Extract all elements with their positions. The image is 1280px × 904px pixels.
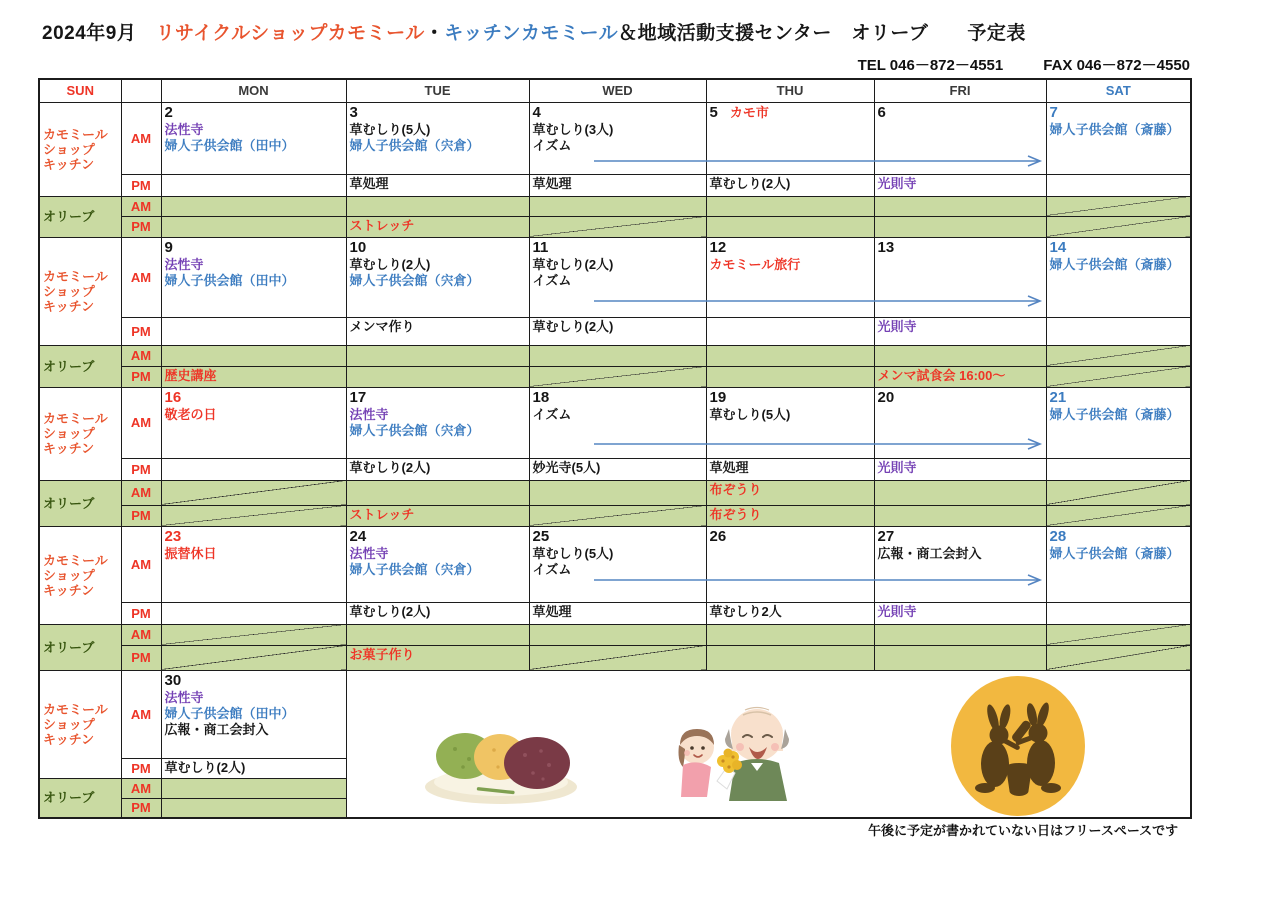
olive-pm-cell-w4-mon [161, 645, 346, 670]
event-label: 敬老の日 [164, 406, 217, 422]
weekday-header-mon: MON [161, 79, 346, 102]
day-number-row [533, 238, 703, 257]
olive-pm-cell-w3-thu [706, 505, 874, 526]
title-dot: ・ [424, 23, 445, 44]
day-number: 21 [1049, 388, 1067, 406]
week4-olive-am-row [39, 624, 1191, 645]
pm-label: PM [121, 317, 161, 345]
event-label: 婦人子供会館（田中） [164, 705, 295, 721]
olive-am-cell-w4-tue [346, 624, 529, 645]
weekday-header-sat: SAT [1046, 79, 1191, 102]
week3-olive-pm-row [39, 505, 1191, 526]
day-number-row [1050, 238, 1188, 257]
day-number: 5 [709, 103, 718, 121]
event-label: 婦人子供会館（宍倉） [349, 422, 480, 438]
am-label: AM [121, 670, 161, 758]
pm-cell-w3-thu [706, 458, 874, 480]
weekday-header-wed: WED [529, 79, 706, 102]
am-cell-w1-thu [706, 102, 874, 174]
day-number: 12 [709, 238, 727, 256]
am-cell-w4-wed [529, 526, 706, 602]
pm-cell-w4-mon [161, 602, 346, 624]
pm-cell-w3-tue [346, 458, 529, 480]
olive-pm-cell-w2-sat [1046, 366, 1191, 387]
pm-cell-w1-wed [529, 174, 706, 196]
pm-cell-w2-fri [874, 317, 1046, 345]
week4-pm-row [39, 602, 1191, 624]
camomile-shop-kitchen-label [39, 526, 121, 624]
event-label: 婦人子供会館（斎藤） [1049, 256, 1180, 272]
camomile-shop-kitchen-label [39, 387, 121, 480]
camomile-label-line: ショップ [43, 141, 95, 157]
event-label: 光則寺 [877, 318, 917, 334]
olive-pm-cell-w1-fri [874, 216, 1046, 237]
day-number: 7 [1049, 103, 1058, 121]
pm-cell-w3-sat [1046, 458, 1191, 480]
pm-label: PM [121, 174, 161, 196]
olive-am-cell-w1-fri [874, 196, 1046, 216]
event-label: 婦人子供会館（宍倉） [349, 561, 480, 577]
weekday-header-fri: FRI [874, 79, 1046, 102]
am-cell-w4-mon [161, 526, 346, 602]
day-number-row [165, 527, 343, 546]
week4-am-row [39, 526, 1191, 602]
day-number: 14 [1049, 238, 1067, 256]
olive-pm-cell-w2-thu [706, 366, 874, 387]
olive-pm-cell-w4-sat [1046, 645, 1191, 670]
pm-cell-w4-fri [874, 602, 1046, 624]
olive-am-cell-w3-thu [706, 480, 874, 505]
day-number: 25 [532, 527, 550, 545]
pm-cell-w3-wed [529, 458, 706, 480]
event-label: 婦人子供会館（宍倉） [349, 272, 480, 288]
day-number-row [878, 388, 1043, 407]
title-recycle-shop: リサイクルショップカモミール [155, 23, 425, 44]
event-label: カモミール旅行 [709, 256, 801, 272]
olive-pm-cell-w2-tue [346, 366, 529, 387]
week5-am-row [39, 670, 1191, 758]
full-moon-rabbits-mochi-illustration [947, 675, 1089, 817]
day-number-row [350, 388, 526, 407]
olive-am-cell-w4-fri [874, 624, 1046, 645]
event-label: 婦人子供会館（宍倉） [349, 137, 480, 153]
event-label: 草むしり(2人) [349, 459, 431, 475]
event-label: 布ぞうり [709, 506, 762, 522]
day-number-row [165, 103, 343, 122]
olive-am-cell-w4-mon [161, 624, 346, 645]
ohagi-plate-illustration [419, 701, 584, 807]
week2-pm-row [39, 317, 1191, 345]
pm-cell-w2-sat [1046, 317, 1191, 345]
olive-am-cell-w2-fri [874, 345, 1046, 366]
camomile-label-line: カモミール [43, 552, 108, 568]
week2-am-row [39, 237, 1191, 317]
am-cell-w2-mon [161, 237, 346, 317]
camomile-label-line: カモミール [43, 126, 108, 142]
camomile-shop-kitchen-label [39, 670, 121, 778]
am-cell-w1-mon [161, 102, 346, 174]
event-label: 婦人子供会館（斎藤） [1049, 545, 1180, 561]
olive-pm-cell-w2-fri [874, 366, 1046, 387]
olive-pm-cell-w3-sat [1046, 505, 1191, 526]
olive-am-cell-w1-thu [706, 196, 874, 216]
camomile-label-line: キッチン [43, 731, 95, 747]
day-number: 24 [349, 527, 367, 545]
am-cell-w1-wed [529, 102, 706, 174]
event-label: 法性寺 [164, 256, 204, 272]
week1-pm-row [39, 174, 1191, 196]
day-number-row [533, 388, 703, 407]
day-number-row [350, 238, 526, 257]
olive-pm-cell-w4-thu [706, 645, 874, 670]
am-label: AM [121, 196, 161, 216]
pm-label: PM [121, 216, 161, 237]
day-number-row [878, 103, 1043, 122]
event-label: 草むしり(2人) [532, 318, 614, 334]
olive-pm-cell-w4-tue [346, 645, 529, 670]
event-label: メンマ試食会 16:00～ [877, 367, 1006, 383]
fax-number: FAX 046－872－4550 [1043, 57, 1190, 74]
day-number: 10 [349, 238, 367, 256]
camomile-label-line: カモミール [43, 411, 108, 426]
olive-pm-cell-w1-thu [706, 216, 874, 237]
day-number: 4 [532, 103, 541, 121]
event-label: イズム [532, 137, 572, 153]
event-label: 草むしり2人 [709, 603, 782, 619]
illustration-area [346, 670, 1191, 818]
day-number-row [710, 103, 871, 122]
olive-pm-cell-w1-sat [1046, 216, 1191, 237]
day-number: 28 [1049, 527, 1067, 545]
pm-cell-w1-fri [874, 174, 1046, 196]
event-label: 草むしり(2人) [532, 256, 614, 272]
day-number: 17 [349, 388, 367, 406]
olive-label: オリーブ [39, 196, 121, 237]
week1-olive-pm-row [39, 216, 1191, 237]
pm-label: PM [121, 645, 161, 670]
pm-cell-w3-fri [874, 458, 1046, 480]
pm-cell-w2-thu [706, 317, 874, 345]
olive-am-cell-w4-wed [529, 624, 706, 645]
am-cell-w3-mon [161, 387, 346, 458]
week1-am-row [39, 102, 1191, 174]
event-label: 光則寺 [877, 459, 917, 475]
page-title [42, 18, 1026, 45]
event-label: 広報・商工会封入 [877, 545, 982, 561]
event-label: 歴史講座 [164, 367, 217, 383]
event-label: 婦人子供会館（斎藤） [1049, 406, 1180, 422]
am-label: AM [121, 778, 161, 798]
camomile-label-line: ショップ [43, 716, 95, 732]
pm-cell-w1-mon [161, 174, 346, 196]
olive-am-cell-w1-mon [161, 196, 346, 216]
olive-am-cell-w3-sat [1046, 480, 1191, 505]
camomile-label-line: カモミール [43, 268, 108, 284]
day-number: 2 [164, 103, 173, 121]
weekday-header-tue: TUE [346, 79, 529, 102]
olive-pm-cell-w2-mon [161, 366, 346, 387]
am-label: AM [121, 387, 161, 458]
am-cell-w3-fri [874, 387, 1046, 458]
olive-label: オリーブ [39, 778, 121, 818]
day-number-row [1050, 103, 1188, 122]
day-number-row [710, 388, 871, 407]
week4-olive-pm-row [39, 645, 1191, 670]
day-number: 23 [164, 527, 182, 545]
event-label: 草むしり(2人) [164, 759, 246, 775]
pm-cell-w4-thu [706, 602, 874, 624]
pm-cell-w1-tue [346, 174, 529, 196]
am-label: AM [121, 526, 161, 602]
event-label: 草むしり(2人) [349, 256, 431, 272]
am-cell-w2-thu [706, 237, 874, 317]
pm-label: PM [121, 366, 161, 387]
event-label: お菓子作り [349, 646, 415, 662]
day-number-row [710, 238, 871, 257]
am-label: AM [121, 624, 161, 645]
pm-label: PM [121, 458, 161, 480]
week3-olive-am-row [39, 480, 1191, 505]
olive-pm-cell-w3-wed [529, 505, 706, 526]
day-number: 20 [877, 388, 895, 406]
day-number-row [165, 388, 343, 407]
olive-am-cell-w2-tue [346, 345, 529, 366]
camomile-label-line: キッチン [43, 441, 95, 456]
olive-pm-cell-w3-fri [874, 505, 1046, 526]
camomile-label-line: ショップ [43, 283, 95, 299]
day-number-row [350, 527, 526, 546]
olive-am-cell-w4-sat [1046, 624, 1191, 645]
am-cell-w3-tue [346, 387, 529, 458]
camomile-label-line: キッチン [43, 156, 95, 172]
olive-pm-cell-w4-wed [529, 645, 706, 670]
camomile-label-line: キッチン [43, 298, 95, 314]
pm-cell-w4-wed [529, 602, 706, 624]
event-label: 広報・商工会封入 [164, 721, 269, 737]
pm-label: PM [121, 505, 161, 526]
olive-am-cell-w3-wed [529, 480, 706, 505]
am-cell-w2-sat [1046, 237, 1191, 317]
day-number-row [350, 103, 526, 122]
day-number-row [1050, 388, 1188, 407]
week2-olive-pm-row [39, 366, 1191, 387]
day-number: 19 [709, 388, 727, 406]
event-label: 法性寺 [164, 121, 204, 137]
olive-am-cell-w4-thu [706, 624, 874, 645]
olive-pm-cell-w3-mon [161, 505, 346, 526]
event-label: 婦人子供会館（斎藤） [1049, 121, 1180, 137]
event-label: 光則寺 [877, 175, 917, 191]
event-label: 妙光寺(5人) [532, 459, 601, 475]
am-cell-w3-wed [529, 387, 706, 458]
day-number: 26 [709, 527, 727, 545]
pm-cell-w2-tue [346, 317, 529, 345]
olive-label: オリーブ [39, 480, 121, 526]
day-number: 11 [532, 238, 549, 256]
day-number-row [878, 238, 1043, 257]
event-label: 草むしり(5人) [709, 406, 791, 422]
day-number: 27 [877, 527, 895, 545]
day-number-row [533, 103, 703, 122]
am-cell-w2-wed [529, 237, 706, 317]
day-number-row [710, 527, 871, 546]
camomile-label-line: キッチン [43, 582, 95, 598]
title-month: 2024年9月 [42, 23, 156, 44]
camomile-label-line: ショップ [43, 567, 95, 583]
olive-am-cell-w3-mon [161, 480, 346, 505]
footer-note: 午後に予定が書かれていない日はフリースペースです [868, 823, 1179, 838]
day-number: 9 [164, 238, 173, 256]
pm-cell-w4-tue [346, 602, 529, 624]
olive-am-cell-w2-sat [1046, 345, 1191, 366]
event-label: 法性寺 [349, 406, 389, 422]
event-label: イズム [532, 406, 572, 422]
camomile-shop-kitchen-label [39, 237, 121, 345]
day-number-row [1050, 527, 1188, 546]
am-cell-w4-sat [1046, 526, 1191, 602]
event-label: イズム [532, 561, 572, 577]
week3-am-row [39, 387, 1191, 458]
am-cell-w2-tue [346, 237, 529, 317]
olive-am-cell-w5-mon [161, 778, 346, 798]
olive-am-cell-w1-sat [1046, 196, 1191, 216]
event-label: 草むしり(2人) [709, 175, 791, 191]
week3-pm-row [39, 458, 1191, 480]
am-cell-w4-tue [346, 526, 529, 602]
camomile-shop-kitchen-label [39, 102, 121, 196]
event-label: 草処理 [349, 175, 389, 191]
olive-pm-cell-w3-tue [346, 505, 529, 526]
event-label: イズム [532, 272, 572, 288]
am-label: AM [121, 480, 161, 505]
olive-am-cell-w3-fri [874, 480, 1046, 505]
olive-pm-cell-w1-tue [346, 216, 529, 237]
title-center-suffix: ＆地域活動支援センター オリーブ 予定表 [618, 23, 1026, 44]
am-label: AM [121, 102, 161, 174]
am-cell-w5-mon [161, 670, 346, 758]
olive-am-cell-w1-wed [529, 196, 706, 216]
day-number: 13 [877, 238, 895, 256]
olive-am-cell-w2-wed [529, 345, 706, 366]
weekday-header-spacer [121, 79, 161, 102]
event-label: 振替休日 [164, 545, 217, 561]
am-cell-w3-thu [706, 387, 874, 458]
day-number: 30 [164, 671, 182, 689]
contact-line [858, 54, 1190, 75]
olive-pm-cell-w1-wed [529, 216, 706, 237]
olive-am-cell-w3-tue [346, 480, 529, 505]
event-label: メンマ作り [349, 318, 415, 334]
day-number-row [165, 671, 343, 690]
day-number-row [165, 238, 343, 257]
event-label: ストレッチ [349, 506, 415, 522]
weekday-header-row [39, 79, 1191, 102]
am-cell-w2-fri [874, 237, 1046, 317]
tel-number: TEL 046－872－4551 [857, 57, 1004, 74]
olive-am-cell-w2-mon [161, 345, 346, 366]
event-label: 草むしり(5人) [532, 545, 614, 561]
olive-am-cell-w2-thu [706, 345, 874, 366]
event-label: 草処理 [709, 459, 749, 475]
am-cell-w4-fri [874, 526, 1046, 602]
camomile-label-line: カモミール [43, 701, 108, 717]
event-label: 法性寺 [164, 689, 204, 705]
pm-label: PM [121, 602, 161, 624]
pm-cell-w3-mon [161, 458, 346, 480]
olive-pm-cell-w1-mon [161, 216, 346, 237]
event-label: 草むしり(2人) [349, 603, 431, 619]
day-number: 6 [877, 103, 886, 121]
pm-cell-w1-thu [706, 174, 874, 196]
event-label: 草処理 [532, 603, 572, 619]
week2-olive-am-row [39, 345, 1191, 366]
pm-cell-w1-sat [1046, 174, 1191, 196]
day-number: 16 [164, 388, 182, 406]
pm-cell-w5-mon [161, 758, 346, 778]
camomile-label-line: ショップ [43, 426, 95, 441]
am-cell-w1-tue [346, 102, 529, 174]
am-label: AM [121, 237, 161, 317]
day-number-row [878, 527, 1043, 546]
event-label: 布ぞうり [709, 481, 762, 497]
olive-pm-cell-w2-wed [529, 366, 706, 387]
pm-cell-w2-mon [161, 317, 346, 345]
pm-cell-w2-wed [529, 317, 706, 345]
weekday-header-sun: SUN [39, 79, 121, 102]
weekday-header-thu: THU [706, 79, 874, 102]
week1-olive-am-row [39, 196, 1191, 216]
event-label: 草処理 [532, 175, 572, 191]
am-cell-w4-thu [706, 526, 874, 602]
olive-pm-cell-w4-fri [874, 645, 1046, 670]
pm-cell-w4-sat [1046, 602, 1191, 624]
am-label: AM [121, 345, 161, 366]
day-number-row [533, 527, 703, 546]
schedule-table [38, 78, 1192, 819]
am-cell-w1-fri [874, 102, 1046, 174]
event-label: ストレッチ [349, 217, 415, 233]
olive-pm-cell-w5-mon [161, 798, 346, 818]
olive-label: オリーブ [39, 624, 121, 670]
am-cell-w1-sat [1046, 102, 1191, 174]
event-label: カモ市 [729, 104, 769, 120]
event-label: 婦人子供会館（田中） [164, 137, 295, 153]
pm-label: PM [121, 798, 161, 818]
event-label: 法性寺 [349, 545, 389, 561]
pm-label: PM [121, 758, 161, 778]
day-number: 18 [532, 388, 550, 406]
event-label: 草むしり(3人) [532, 121, 614, 137]
day-number: 3 [349, 103, 358, 121]
olive-am-cell-w1-tue [346, 196, 529, 216]
event-label: 光則寺 [877, 603, 917, 619]
olive-label: オリーブ [39, 345, 121, 387]
am-cell-w3-sat [1046, 387, 1191, 458]
event-label: 婦人子供会館（田中） [164, 272, 295, 288]
event-label: 草むしり(5人) [349, 121, 431, 137]
title-kitchen: キッチンカモミール [444, 23, 619, 44]
grandfather-granddaughter-flowers-illustration [665, 685, 815, 817]
